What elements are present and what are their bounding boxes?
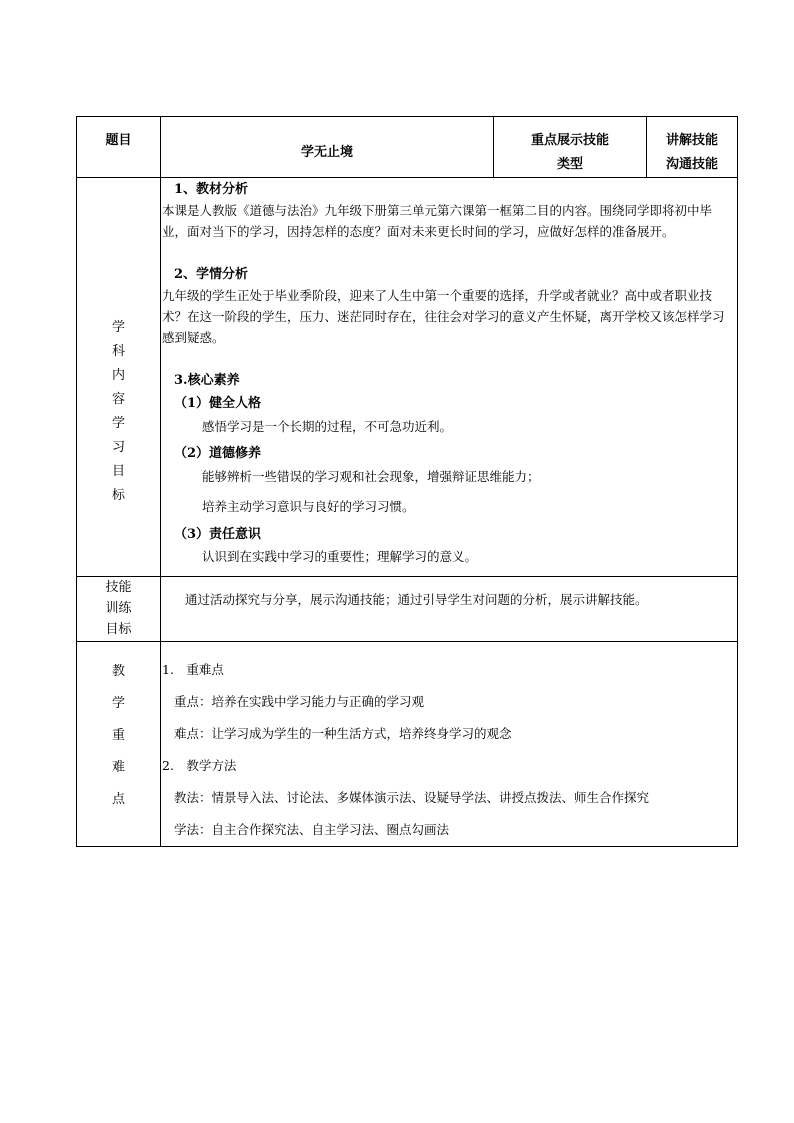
literacy-text-responsibility: 认识到在实践中学习的重要性；理解学习的意义。 (202, 549, 478, 564)
label-char: 习 (111, 440, 125, 455)
skill-goal-content-cell (161, 577, 738, 642)
skill-explain: 讲解技能 (665, 133, 718, 148)
literacy-text-morality-2: 培养主动学习意识与良好的学习习惯。 (202, 499, 415, 514)
lesson-plan-table (76, 116, 738, 847)
skill-goal-label (77, 577, 160, 640)
label-char: 学 (111, 320, 125, 335)
type-label-cell (494, 117, 647, 178)
literacy-text-morality-1: 能够辨析一些错误的学习观和社会现象，增强辩证思维能力； (202, 469, 540, 484)
focus-label-cell (77, 642, 161, 847)
teaching-methods: 教法：情景导入法、讨论法、多媒体演示法、设疑导学法、讲授点拨法、师生合作探究 (174, 790, 650, 805)
literacy-text-personality: 感悟学习是一个长期的过程，不可急功近利。 (202, 419, 453, 434)
topic-label: 题目 (105, 133, 132, 148)
literacy-title-personality: （1）健全人格 (174, 396, 262, 411)
focus-content-cell (161, 642, 738, 847)
label-line: 目标 (105, 622, 132, 637)
section-title-students: 2、学情分析 (174, 267, 249, 282)
label-line: 训练 (105, 601, 132, 616)
subject-goal-label (77, 178, 160, 508)
header-row (77, 117, 738, 178)
skill-communicate: 沟通技能 (665, 157, 718, 172)
difficult-point: 难点：让学习成为学生的一种生活方式，培养终身学习的观念 (174, 726, 512, 741)
section-title-textbook: 1、教材分析 (174, 182, 249, 197)
label-char: 重 (111, 728, 125, 743)
topic-label-cell (77, 117, 161, 178)
skill-goal-row (77, 577, 738, 642)
focus-item-1: 1. 重难点 (162, 662, 224, 677)
label-char: 难 (111, 760, 125, 775)
key-point: 重点：培养在实践中学习能力与正确的学习观 (174, 694, 425, 709)
type-label-line1: 重点展示技能 (530, 133, 609, 148)
lesson-title: 学无止境 (300, 145, 353, 160)
label-char: 教 (111, 664, 125, 679)
skills-cell (647, 117, 738, 178)
label-char: 目 (111, 464, 125, 479)
label-char: 点 (111, 792, 125, 807)
literacy-title-morality: （2）道德修养 (174, 446, 262, 461)
learning-methods: 学法：自主合作探究法、自主学习法、圈点勾画法 (174, 822, 450, 837)
label-char: 标 (111, 488, 125, 503)
focus-item-2: 2. 教学方法 (162, 758, 237, 773)
label-char: 学 (111, 416, 125, 431)
label-char: 学 (111, 696, 125, 711)
focus-label (77, 642, 160, 816)
skill-goal-text: 通过活动探究与分享，展示沟通技能；通过引导学生对问题的分析，展示讲解技能。 (185, 592, 648, 607)
label-char: 内 (111, 368, 125, 383)
label-line: 技能 (105, 580, 132, 595)
type-label-line2: 类型 (556, 157, 583, 172)
teaching-focus-row (77, 642, 738, 847)
subject-goal-content-cell (161, 178, 738, 577)
label-char: 容 (111, 392, 125, 407)
student-analysis: 九年级的学生正处于毕业季阶段，迎来了人生中第一个重要的选择，升学或者就业？高中或者职业技术？在这一阶段的学生，压力、迷茫同时存在，往往会对学习的意义产生怀疑，离开学校又该怎样学习感到疑惑。 (162, 288, 725, 345)
skill-goal-label-cell (77, 577, 161, 642)
textbook-analysis: 本课是人教版《道德与法治》九年级下册第三单元第六课第一框第二目的内容。围绕同学即将初中毕业，面对当下的学习，因持怎样的态度？面对未来更长时间的学习，应做好怎样的准备展开。 (162, 203, 713, 239)
literacy-title-responsibility: （3）责任意识 (174, 527, 262, 542)
topic-value-cell (161, 117, 494, 178)
label-char: 科 (111, 344, 125, 359)
subject-goal-label-cell (77, 178, 161, 577)
section-title-core-literacy: 3.核心素养 (174, 373, 240, 388)
subject-goal-row (77, 178, 738, 577)
